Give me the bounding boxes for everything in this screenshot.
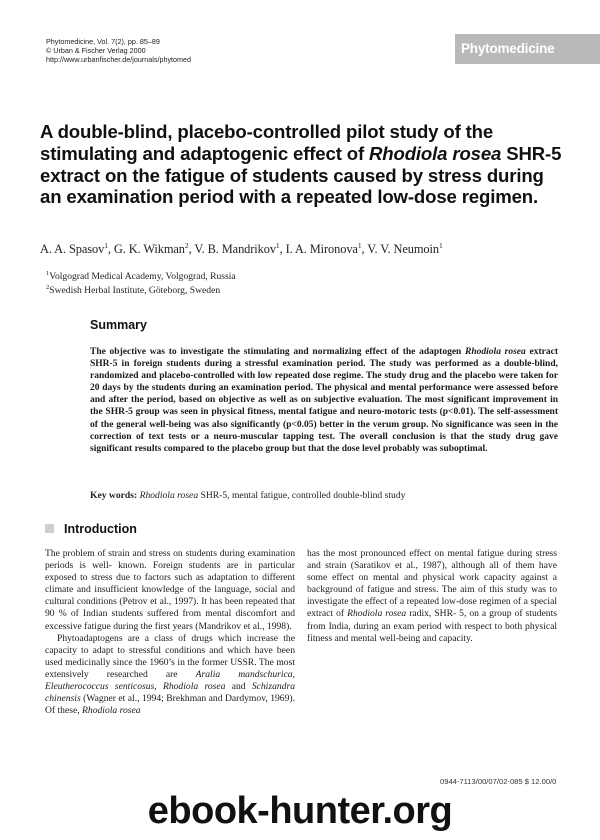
intro-column-left bbox=[45, 548, 295, 717]
summary-heading: Summary bbox=[90, 318, 147, 332]
author: I. A. Mironova$^1$, bbox=[285, 241, 368, 257]
keywords-label: Key words: bbox=[90, 490, 138, 501]
author: A. A. Spasov$^1$, bbox=[40, 241, 114, 257]
article-code: 0944-7113/00/07/02-085 $ 12.00/0 bbox=[440, 777, 557, 786]
author: V. B. Mandrikov$^1$, bbox=[194, 241, 286, 257]
article-title bbox=[40, 121, 565, 208]
title-species: Rhodiola rosea bbox=[369, 142, 502, 164]
author: V. V. Neumoin$^1$ bbox=[367, 241, 443, 257]
journal-url[interactable]: http://www.urbanfischer.de/journals/phytomed bbox=[46, 55, 192, 65]
affiliation-2: $^2$Swedish Herbal Institute, Göteborg, Sweden bbox=[46, 284, 221, 297]
keywords: Key words: Rhodiola rosea SHR-5, mental fatigue, controlled double-blind study bbox=[90, 490, 406, 501]
intro-paragraph-2: Phytoadaptogens are a class of drugs which increase the capacity to adapt to stressful conditions and which have been used medicinally since the 1960’s in the former USSR. The most extensively researched are Aralia mandschurica, Eleutherococcus senticosus, Rhodiola rosea and Schizandra chinensis (Wagner et al., 1994; Brekhman and Dardymov, 1969). Of these, Rhodiola rosea bbox=[45, 632, 295, 717]
copyright-line: © Urban & Fischer Verlag 2000 bbox=[46, 46, 146, 56]
abstract-text: The objective was to investigate the stimulating and normalizing effect of the adaptogen Rhodiola rosea extract SHR-5 in foreign students during a stressful examination period. The study was performed as a double-blind, randomized and placebo-controlled with low repeated dose regime. The study drug and the placebo were taken for 20 days by the students during an examination period. The physical and mental performance were assessed before and after the period, based on objective as well as on subjective evaluation. The most significant improvement in the SHR-5 group was seen in physical fitness, mental fatigue and neuro-motoric tests (p<0.01). The self-assessment of the general well-being was also significantly (p<0.05) better in the verum group. No significance was seen in the correction of text tests or a neuro-muscular tapping test. The overall conclusion is that the study drug gave significant results compared to the placebo group but that the dose level probably was suboptimal. bbox=[90, 347, 558, 454]
affiliation-1: $^1$Volgograd Medical Academy, Volgograd, Russia bbox=[46, 270, 236, 283]
title-part-1: A double-blind, placebo-controlled pilot study of the stimulating and adaptogenic effect of bbox=[40, 121, 494, 164]
intro-column-right bbox=[307, 548, 557, 645]
title-part-2: SHR-5 extract on the fatigue of students caused by stress during an examination period with a repeated low-dose regimen. bbox=[40, 142, 562, 208]
introduction-heading: Introduction bbox=[64, 522, 137, 536]
journal-brand-box bbox=[455, 34, 600, 64]
intro-paragraph-2-cont: has the most pronounced effect on mental fatigue during stress and strain (Saratikov et al., 1987), although all of them have some effect on mental and physical work capacity against a background of fatigue and stress. The aim of this study was to investigate the effect of a repeated low-dose regimen of a special extract of Rhodiola rosea radix, SHR- 5, on a group of students from India, during an exam period with respect to both physical fitness and mental well-being and capacity. bbox=[307, 548, 557, 644]
abstract-species: Rhodiola rosea bbox=[465, 347, 526, 357]
watermark: ebook-hunter.org bbox=[147, 790, 453, 832]
intro-paragraph-1: The problem of strain and stress on students during examination periods is well- known. Foreign students are in particular exposed to stress due to factors such as adaptation to different climate and insufficient knowledge of the language, social and cultural conditions (Petrov et al., 1997). It has been repeated that 90 % of Indian students suffered from mental discomfort and excessive fatigue during the first years (Mandrikov et al., 1998). bbox=[45, 548, 295, 632]
journal-volume-line: Phytomedicine, Vol. 7(2), pp. 85–89 bbox=[46, 37, 160, 46]
author-list bbox=[40, 241, 570, 257]
author: G. K. Wikman$^2$, bbox=[113, 241, 195, 257]
journal-citation bbox=[46, 37, 191, 65]
keywords-species: Rhodiola rosea bbox=[139, 490, 199, 501]
section-marker-icon bbox=[45, 524, 54, 533]
journal-brand-logo: Phytomedicine bbox=[461, 41, 555, 56]
